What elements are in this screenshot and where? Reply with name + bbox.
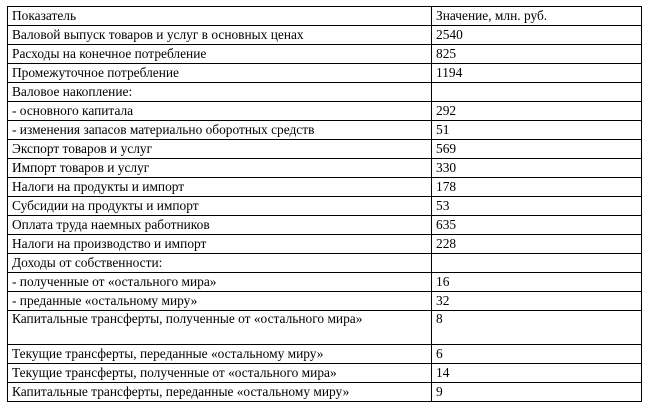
table-header-row — [8, 7, 642, 26]
table-row — [8, 159, 642, 178]
row-label: Капитальные трансферты, полученные от «остального мира» — [8, 311, 432, 345]
row-label: Налоги на производство и импорт — [8, 235, 432, 254]
row-label: Экспорт товаров и услуг — [8, 140, 432, 159]
table-row — [8, 178, 642, 197]
header-value: Значение, млн. руб. — [432, 7, 642, 26]
row-value: 51 — [432, 121, 642, 140]
row-value: 228 — [432, 235, 642, 254]
table-row — [8, 311, 642, 345]
row-value: 32 — [432, 292, 642, 311]
row-value: 9 — [432, 383, 642, 402]
row-label: Субсидии на продукты и импорт — [8, 197, 432, 216]
row-value: 2540 — [432, 26, 642, 45]
table-row — [8, 140, 642, 159]
row-label: Капитальные трансферты, переданные «остальному миру» — [8, 383, 432, 402]
document — [7, 6, 641, 402]
row-value: 330 — [432, 159, 642, 178]
row-label: Валовое накопление: — [8, 83, 432, 102]
row-label: Оплата труда наемных работников — [8, 216, 432, 235]
row-value: 825 — [432, 45, 642, 64]
row-value: 1194 — [432, 64, 642, 83]
row-value: 635 — [432, 216, 642, 235]
row-label: - полученные от «остального мира» — [8, 273, 432, 292]
row-value: 53 — [432, 197, 642, 216]
row-value: 569 — [432, 140, 642, 159]
row-label: Доходы от собственности: — [8, 254, 432, 273]
table-row — [8, 64, 642, 83]
table-row — [8, 364, 642, 383]
table-row — [8, 216, 642, 235]
row-value: 6 — [432, 345, 642, 364]
table-row — [8, 345, 642, 364]
row-label: Текущие трансферты, полученные от «остального мира» — [8, 364, 432, 383]
table-row — [8, 235, 642, 254]
row-label: - преданные «остальному миру» — [8, 292, 432, 311]
table-row — [8, 83, 642, 102]
table-row — [8, 45, 642, 64]
table-row — [8, 273, 642, 292]
header-indicator: Показатель — [8, 7, 432, 26]
table-row — [8, 292, 642, 311]
table-row — [8, 102, 642, 121]
row-value: 8 — [432, 311, 642, 345]
row-label: Расходы на конечное потребление — [8, 45, 432, 64]
row-label: Текущие трансферты, переданные «остальному миру» — [8, 345, 432, 364]
row-value: 292 — [432, 102, 642, 121]
table-row — [8, 26, 642, 45]
table-row — [8, 383, 642, 402]
indicators-table — [7, 6, 642, 402]
row-value — [432, 254, 642, 273]
row-label: Импорт товаров и услуг — [8, 159, 432, 178]
row-label: Валовой выпуск товаров и услуг в основных ценах — [8, 26, 432, 45]
row-value — [432, 83, 642, 102]
row-label: - основного капитала — [8, 102, 432, 121]
table-row — [8, 197, 642, 216]
row-label: Налоги на продукты и импорт — [8, 178, 432, 197]
row-value: 16 — [432, 273, 642, 292]
row-value: 178 — [432, 178, 642, 197]
row-value: 14 — [432, 364, 642, 383]
row-label: - изменения запасов материально оборотных средств — [8, 121, 432, 140]
table-row — [8, 121, 642, 140]
row-label: Промежуточное потребление — [8, 64, 432, 83]
table-row — [8, 254, 642, 273]
